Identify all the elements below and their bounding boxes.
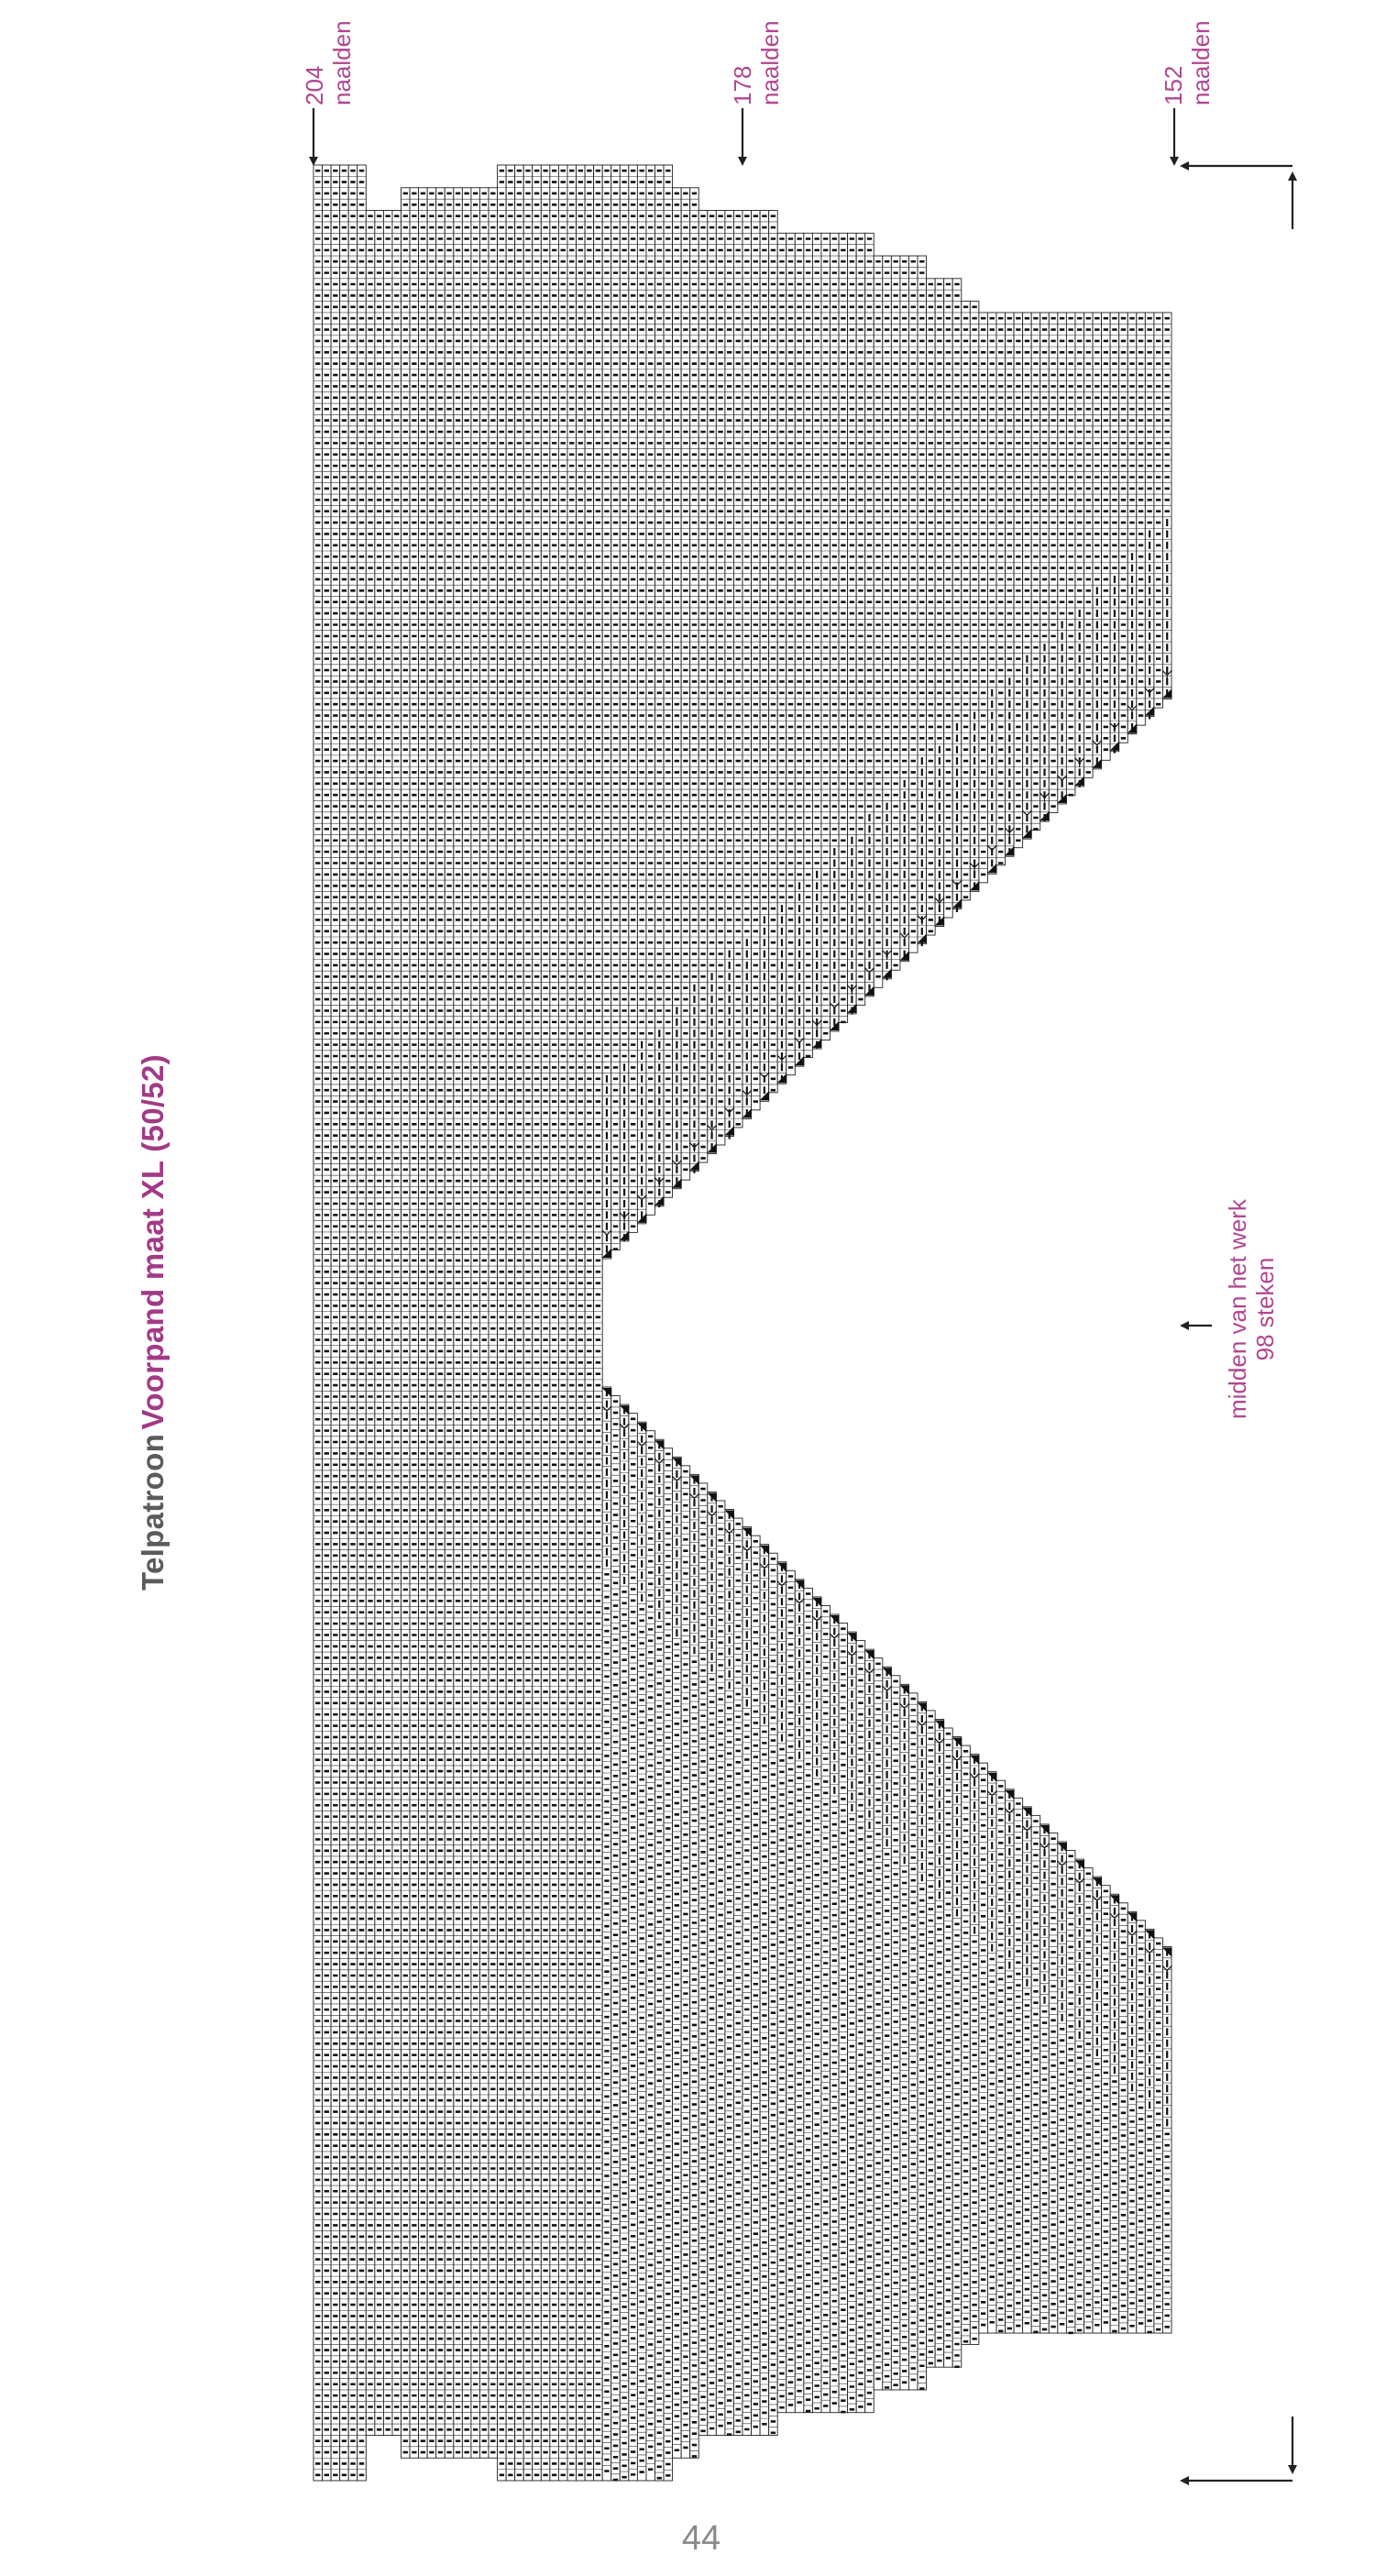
chart-row-block bbox=[804, 233, 813, 1057]
chart-row-block bbox=[865, 1649, 874, 2413]
title-main: Voorpand maat XL (50/52) bbox=[136, 1054, 170, 1430]
chart-row-block bbox=[908, 256, 918, 952]
knit-dash-symbols bbox=[1086, 1874, 1091, 2328]
chart-row-block bbox=[900, 256, 909, 962]
chart-row-block bbox=[1066, 313, 1075, 795]
chart-row-block bbox=[927, 1711, 936, 2367]
needles-204-unit: naalden bbox=[328, 20, 356, 105]
chart-row-block bbox=[646, 165, 655, 1215]
chart-row-block bbox=[1119, 1903, 1128, 2333]
chart-cell-lines bbox=[725, 1521, 734, 2429]
chart-row-block bbox=[1110, 313, 1119, 752]
chart-row-block bbox=[1031, 313, 1040, 831]
page-number: 44 bbox=[681, 2519, 721, 2558]
chart-row-block bbox=[611, 165, 621, 1249]
knit-dash-symbols bbox=[911, 261, 916, 942]
needles-178-unit: naalden bbox=[756, 20, 784, 105]
chart-row-block bbox=[996, 313, 1006, 865]
chart-row-block bbox=[611, 1396, 621, 2481]
chart-row-block bbox=[804, 1588, 813, 2412]
chart-row-block bbox=[786, 233, 796, 1074]
chart-row-block bbox=[962, 302, 971, 900]
chart-cell-lines bbox=[716, 222, 725, 1130]
chart-row-block bbox=[1119, 313, 1128, 743]
chart-row-block bbox=[908, 1693, 918, 2390]
chart-row-block bbox=[865, 233, 874, 996]
chart-cell-lines bbox=[1075, 1870, 1084, 2324]
knit-dash-symbols bbox=[1156, 318, 1160, 704]
chart-row-block bbox=[1031, 1815, 1040, 2333]
needles-152-number: 152 bbox=[1160, 65, 1187, 105]
needles-204-number: 204 bbox=[301, 65, 328, 105]
chart-row-block bbox=[874, 1658, 883, 2390]
knit-dash-symbols bbox=[1086, 318, 1091, 772]
knit-dash-symbols bbox=[1129, 2099, 1134, 2327]
chart-row-block bbox=[1093, 313, 1102, 769]
chart-row-block bbox=[646, 1431, 655, 2481]
knit-dash-symbols bbox=[736, 216, 741, 1125]
chart-cell-lines bbox=[716, 1512, 725, 2420]
chart-row-block bbox=[752, 1536, 761, 2435]
chart-row-block bbox=[812, 233, 821, 1049]
knit-dash-symbols bbox=[1060, 2029, 1064, 2324]
knit-dash-symbols bbox=[937, 284, 941, 738]
chart-cell-lines bbox=[725, 222, 734, 1130]
knit-dash-symbols bbox=[1016, 318, 1020, 841]
knit-dash-symbols bbox=[710, 216, 714, 965]
knit-dash-symbols bbox=[1016, 1804, 1020, 2327]
needles-178-number: 178 bbox=[729, 65, 756, 105]
chart-row-block bbox=[1093, 1877, 1102, 2333]
chart-row-block bbox=[673, 188, 682, 1189]
knit-dash-symbols bbox=[1156, 1943, 1160, 2329]
chart-row-block bbox=[1066, 1851, 1075, 2333]
chart-row-block bbox=[681, 1466, 690, 2458]
chart-row-block bbox=[752, 211, 761, 1110]
title-prefix: Telpatroon bbox=[136, 1433, 170, 1591]
chart-row-block bbox=[769, 211, 778, 1093]
knit-dash-symbols bbox=[937, 1907, 941, 2361]
stitches-text: 98 steken bbox=[1251, 1257, 1279, 1361]
chart-row-block bbox=[769, 1553, 778, 2435]
knit-dash-symbols bbox=[683, 1471, 688, 2448]
chart-row-block bbox=[681, 188, 690, 1180]
knit-dash-symbols bbox=[683, 193, 688, 1170]
knit-dash-symbols bbox=[1129, 318, 1134, 545]
knit-dash-symbols bbox=[736, 1524, 741, 2432]
chart-row-block bbox=[654, 165, 664, 1206]
knit-dash-symbols bbox=[710, 1679, 714, 2428]
center-text: midden van het werk bbox=[1224, 1199, 1251, 1419]
knit-dash-symbols bbox=[911, 1699, 916, 2380]
needles-152-unit: naalden bbox=[1187, 20, 1215, 105]
chart-row-block bbox=[996, 1780, 1006, 2333]
chart-row-block bbox=[927, 279, 936, 935]
chart-cell-lines bbox=[900, 1696, 909, 2377]
knit-dash-symbols bbox=[1060, 318, 1064, 613]
chart-row-block bbox=[962, 1745, 971, 2344]
chart-cell-lines bbox=[1075, 324, 1084, 777]
chart-cell-lines bbox=[900, 267, 909, 948]
chart-row-block bbox=[786, 1570, 796, 2412]
chart-row-block bbox=[874, 256, 883, 987]
chart-grid bbox=[314, 165, 1172, 2481]
